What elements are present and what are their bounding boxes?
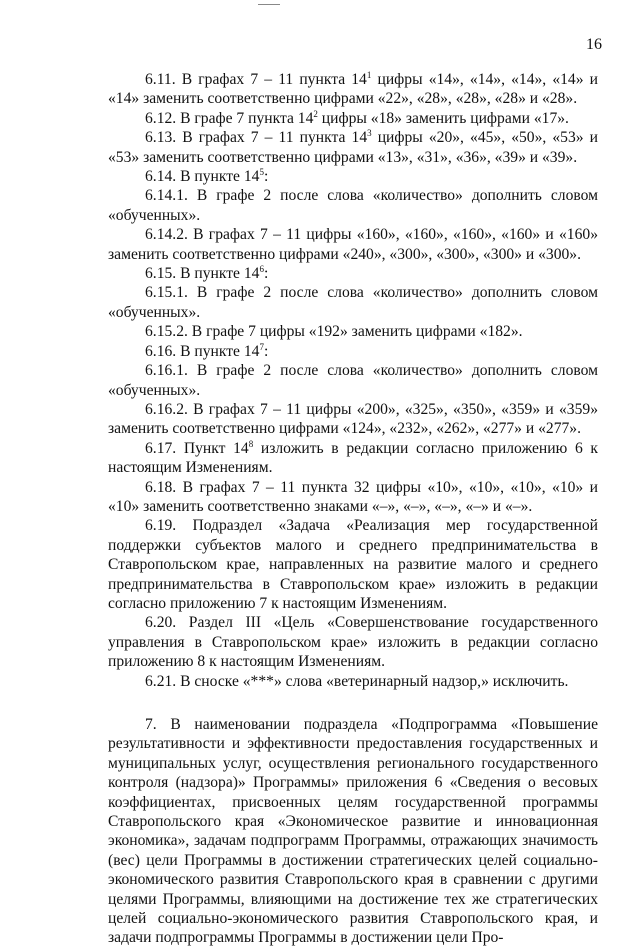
paragraph-6-15: 6.15. В пункте $14^6$: [145, 264, 269, 283]
paragraph-6-14-2: 6.14.2. В графах 7 – 11 цифры «160», «160», «160», «160» и «160» заменить соответственно цифрами «240», «300», «300», «300» и «300». [108, 226, 598, 263]
paragraph-6-16: 6.16. В пункте $14^7$: [145, 341, 269, 360]
page-number: 16 [586, 36, 602, 53]
paragraph-6-20: 6.20. Раздел III «Цель «Совершенствование государственного управления в Ставропольском крае» изложить в редакции согласно приложению 8 к настоящим Изменениям. [108, 614, 598, 671]
paragraph-7: 7. В наименовании подраздела «Подпрограмма «Повышение результативности и эффективности предоставления государственных и муниципальных услуг, осуществления регионального государственного контроля (надзора)» Программы» приложения 6 «Сведения о весовых коэффициентах, присвоенных целям государственной программы Ставропольского края «Экономическое развитие и инновационная экономика», задачам подпрограмм Программы, отражающих значимость (вес) цели Программы в достижении стратегических целей социально-экономического развития Ставропольского края в сравнении с другими целями Программы, влияющими на достижение тех же стратегических целей социально-экономического развития Ставропольского края, и задачи подпрограммы Программы в достижении цели Про- [108, 716, 598, 947]
paragraph-6-12: 6.12. В графе 7 пункта $14^2$ цифры «18» заменить цифрами «17». [145, 108, 569, 127]
paragraph-6-21: 6.21. В сноске «***» слова «ветеринарный надзор,» исключить. [145, 672, 569, 690]
paragraph-6-19: 6.19. Подраздел «Задача «Реализация мер государственной поддержки субъектов малого и среднего предпринимательства в Ставропольском крае, направленных на развитие малого и среднего предпринимательства в Ставропольском крае» изложить в редакции согласно приложению 7 к настоящим Изменениям. [108, 517, 598, 612]
paragraph-6-11: 6.11. В графах 7 – 11 пункта $14^1$ цифры «14», «14», «14», «14» и «14» заменить соответственно цифрами «22», «28», «28», «28» и «28». [108, 70, 599, 108]
paragraph-6-13: 6.13. В графах 7 – 11 пункта $14^3$ цифры «20», «45», «50», «53» и «53» заменить соответственно цифрами «13», «31», «36», «39» и «39». [108, 128, 598, 166]
paragraph-6-18: 6.18. В графах 7 – 11 пункта 32 цифры «10», «10», «10», «10» и «10» заменить соответственно знаками «–», «–», «–», «–» и «–». [108, 478, 598, 515]
top-mark [258, 4, 280, 5]
paragraph-6-14: 6.14. В пункте $14^5$: [145, 167, 269, 186]
paragraph-6-15-2: 6.15.2. В графе 7 цифры «192» заменить цифрами «182». [145, 323, 523, 341]
paragraph-6-17: 6.17. Пункт $14^8$ изложить в редакции согласно приложению 6 к настоящим Изменениям. [108, 438, 598, 477]
paragraph-6-16-1: 6.16.1. В графе 2 после слова «количество» дополнить словом «обученных». [108, 362, 598, 399]
document-body [108, 70, 598, 948]
paragraph-6-15-1: 6.15.1. В графе 2 после слова «количество» дополнить словом «обученных». [108, 284, 598, 321]
paragraph-6-16-2: 6.16.2. В графах 7 – 11 цифры «200», «325», «350», «359» и «359» заменить соответственно цифрами «124», «232», «262», «277» и «277». [108, 400, 598, 438]
paragraph-6-14-1: 6.14.1. В графе 2 после слова «количество» дополнить словом «обученных». [108, 187, 598, 224]
